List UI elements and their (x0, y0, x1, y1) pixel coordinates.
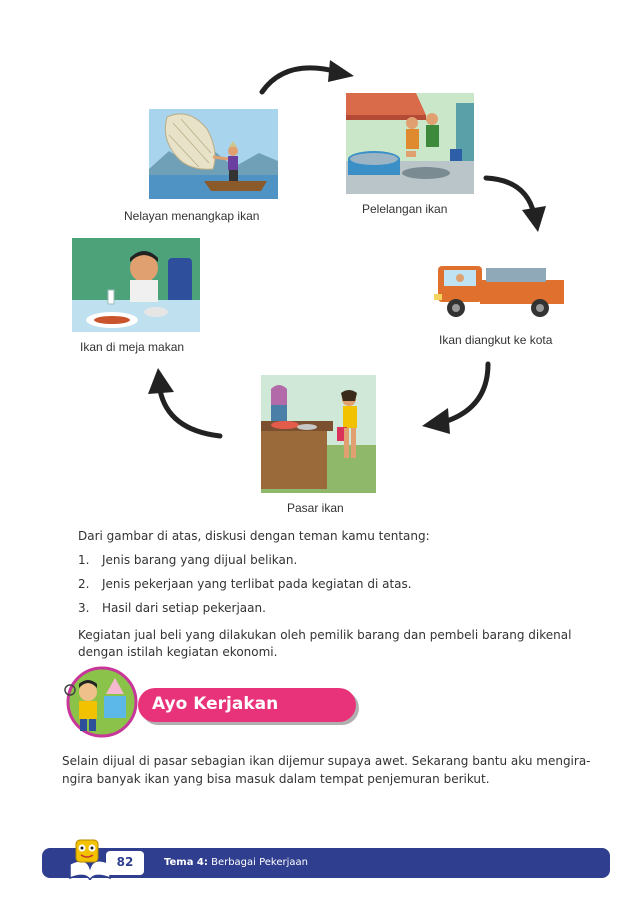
dining-table-illustration (72, 238, 200, 332)
caption-auction: Pelelangan ikan (362, 202, 448, 216)
caption-fisherman: Nelayan menangkap ikan (124, 209, 260, 223)
caption-dining: Ikan di meja makan (80, 340, 185, 354)
economic-activity-note-line2: dengan istilah kegiatan ekonomi. (78, 645, 278, 659)
page-number: 82 (116, 855, 134, 869)
footer-theme (164, 857, 308, 868)
list-item-text: Hasil dari setiap pekerjaan. (102, 601, 266, 615)
fish-market-illustration (261, 375, 376, 493)
fish-transport-illustration (430, 250, 571, 325)
list-item-text: Jenis pekerjaan yang terlibat pada kegiatan di atas. (102, 577, 412, 591)
activity-header (62, 664, 302, 740)
arrow-market-to-dining (144, 364, 224, 442)
activity-title: Ayo Kerjakan (152, 694, 279, 714)
caption-transport: Ikan diangkut ke kota (439, 333, 553, 347)
list-item-number: 1. (78, 553, 90, 567)
fish-auction-illustration (346, 93, 474, 194)
footer-theme-title: Berbagai Pekerjaan (211, 857, 309, 868)
fisherman-illustration (149, 109, 278, 199)
arrow-fisherman-to-auction (256, 56, 358, 98)
list-item-text: Jenis barang yang dijual belikan. (102, 553, 298, 567)
economic-activity-note-line1: Kegiatan jual beli yang dilakukan oleh pemilik barang dan pembeli barang dikenal (78, 628, 572, 642)
caption-market: Pasar ikan (287, 501, 344, 515)
list-item (78, 553, 297, 567)
list-item-number: 3. (78, 601, 90, 615)
activity-text-line1: Selain dijual di pasar sebagian ikan dijemur supaya awet. Sekarang bantu aku mengira- (62, 754, 591, 768)
list-item-number: 2. (78, 577, 90, 591)
footer-theme-label: Tema 4: (164, 857, 208, 868)
arrow-transport-to-market (418, 360, 496, 436)
list-item (78, 577, 412, 591)
discussion-intro: Dari gambar di atas, diskusi dengan teman kamu tentang: (78, 529, 430, 543)
student-mascot-icon (62, 666, 140, 738)
activity-text-line2: ngira banyak ikan yang bisa masuk dalam tempat penjemuran berikut. (62, 772, 490, 786)
arrow-auction-to-transport (482, 170, 552, 236)
list-item (78, 601, 266, 615)
